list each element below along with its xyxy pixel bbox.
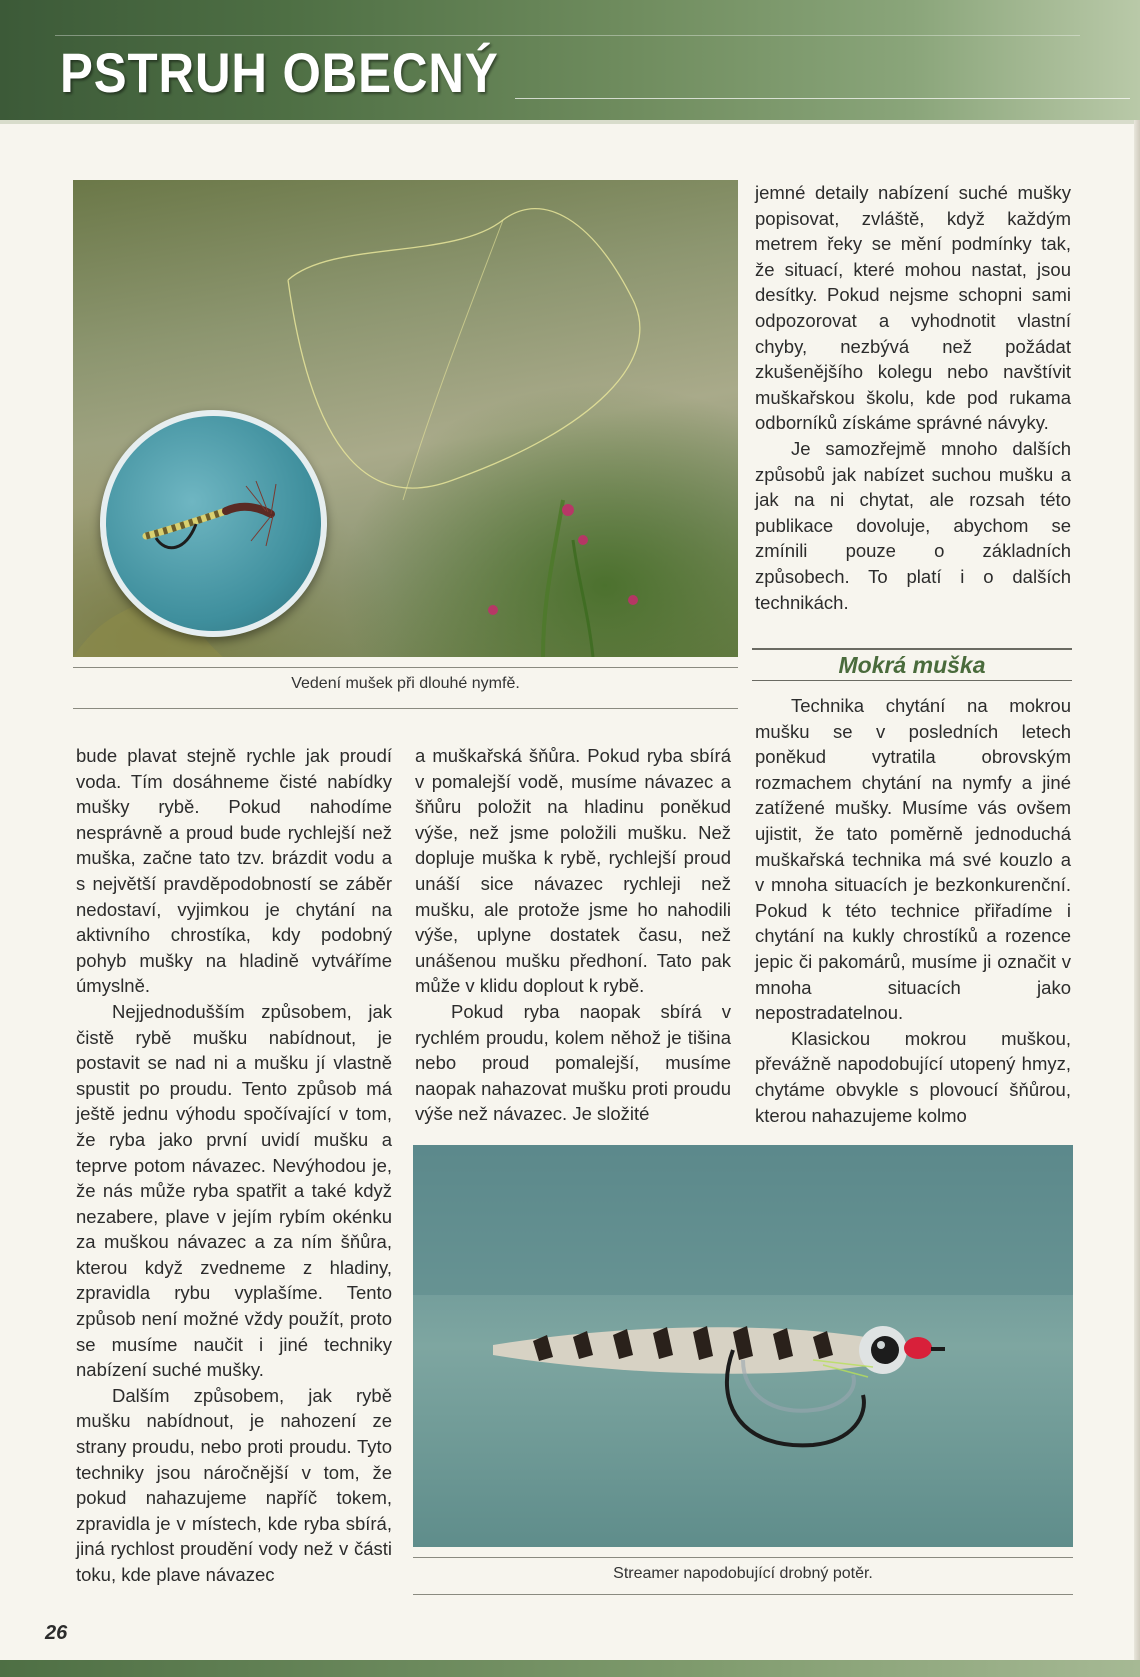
paragraph: Technika chytání na mokrou mušku se v posledních letech poněkud vytratila obrovským rozmachem chytání na nymfy a jiné zatížené mušky. Musíme vás ovšem ujistit, že tato poměrně jednoduchá muškařská technika má své kouzlo a v mnoha situacích je bezkonkurenční. Pokud k této technice přiřadíme i chytání na kukly chrostíků a rozence jepic či pakomárů, musíme ji označit v mnoha situacích jako nepostradatelnou. [755, 695, 1071, 1024]
paragraph: Klasickou mokrou muškou, převážně napodobující utopený hmyz, chytáme obvykle s plovoucí šňůrou, kterou nahazujeme kolmo [755, 1027, 1071, 1126]
page-title: PSTRUH OBECNÝ [60, 41, 499, 104]
inset-fly-photo [100, 410, 327, 637]
title-rule [515, 98, 1130, 99]
streamer-illustration [413, 1145, 1073, 1547]
footer-band [0, 1660, 1140, 1677]
text-column-middle [415, 743, 731, 1127]
paragraph: a muškařská šňůra. Pokud ryba sbírá v pomalejší vodě, musíme návazec a šňůru položit na hladinu poněkud výše, než jsme položili mušku. Než dopluje muška k rybě, rychlejší proud unáší sice návazec rychleji než mušku, ale protože jsme ho nahodili výše, uplyne dostatek času, než unášenou mušku předhoní. Tato pak může v klidu doplout k rybě. [415, 745, 731, 997]
paragraph: Dalším způsobem, jak rybě mušku nabídnout, je nahození ze strany proudu, nebo proti proudu. Tyto techniky jsou náročnější v tom, že pokud nahazujeme napříč tokem, zpravidla je v místech, kde ryba sbírá, jiná rychlost proudění vody než v části toku, kde plave návazec [76, 1384, 392, 1585]
header-band [0, 0, 1140, 124]
river-photo-caption: Vedení mušek při dlouhé nymfě. [73, 667, 738, 709]
wet-fly-illustration [126, 476, 306, 556]
paragraph: Nejjednodušším způsobem, jak čistě rybě mušku nabídnout, je postavit se nad ni a mušku jí vlastně spustit po proudu. Tento způsob má ještě jednu výhodu spočívající v tom, že ryba jako první uvidí mušku a teprve potom návazec. Nevýhodou je, že nás může ryba spatřit a také když nezabere, plave v jejím rybím okénku za muškou návazec a za ním šňůra, kterou když zvedneme z hladiny, zpravidla rybu vyplašíme. Tento způsob není možné vždy použít, proto se musíme naučit i jiné techniky nabízení suché mušky. [76, 1000, 392, 1381]
page-binding-edge [1134, 120, 1140, 1660]
paragraph: Je samozřejmě mnoho dalších způsobů jak nabízet suchou mušku a jak na ni chytat, ale rozsah této publikace dovoluje, abychom se zmínili pouze o základních způsobech. To platí i o dalších technikách. [755, 437, 1071, 613]
text-column-right-top [755, 180, 1071, 615]
streamer-photo [413, 1145, 1073, 1547]
text-column-left [76, 743, 392, 1588]
page-number: 26 [45, 1622, 68, 1644]
paragraph: Pokud ryba naopak sbírá v rychlém proudu, kolem něhož je tišina nebo proud pomalejší, musíme naopak nahazovat mušku proti proudu výše než návazec. Je složité [415, 1000, 731, 1125]
text-column-right-bottom [755, 693, 1071, 1128]
paragraph: jemné detaily nabízení suché mušky popisovat, zvláště, když každým metrem řeky se mění podmínky tak, že situací, které mohou nastat, jsou desítky. Pokud nejsme schopni sami odpozorovat a vyhodnotit vlastní chyby, nezbývá než požádat zkušenějšího kolegu nebo navštívit muškařskou školu, kde pod rukama odborníků získáme správné návyky. [755, 182, 1071, 434]
paragraph: bude plavat stejně rychle jak proudí voda. Tím dosáhneme čisté nabídky mušky rybě. Pokud nahodíme nesprávně a proud bude rychlejší než muška, začne tato tzv. brázdit vodu a s největší pravděpodobností se záběr nedostaví, vyjimkou je chytání na aktivního chrostíka, kdy podobný pohyb mušky na hladině vytváříme úmyslně. [76, 745, 392, 997]
river-photo [73, 180, 738, 657]
section-heading: Mokrá muška [752, 648, 1072, 681]
streamer-photo-caption: Streamer napodobující drobný potěr. [413, 1557, 1073, 1595]
